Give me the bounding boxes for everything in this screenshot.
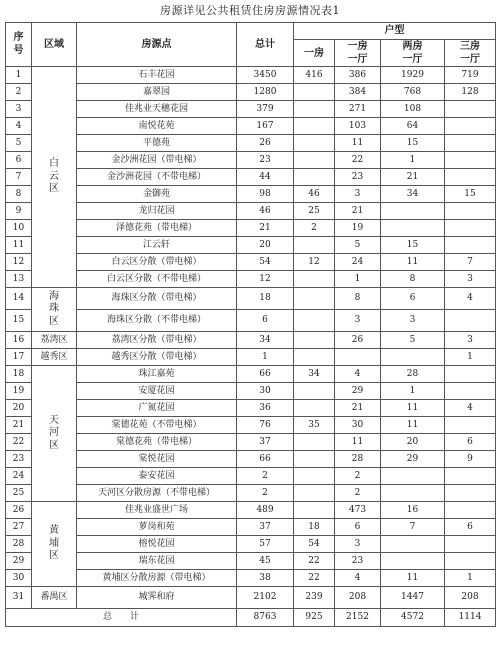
source-name: 泰安花园 bbox=[77, 468, 237, 485]
source-name: 广氮花园 bbox=[77, 400, 237, 417]
table-row bbox=[6, 84, 496, 101]
three-room-one-hall-value bbox=[445, 101, 496, 118]
one-room-value bbox=[294, 383, 335, 400]
one-room-value bbox=[294, 135, 335, 152]
one-room-one-hall-value: 384 bbox=[335, 84, 381, 101]
one-room-one-hall-value: 271 bbox=[335, 101, 381, 118]
one-room-value bbox=[294, 349, 335, 366]
two-room-one-hall-value: 5 bbox=[381, 332, 445, 349]
total-value: 3450 bbox=[237, 67, 294, 84]
one-room-value: 12 bbox=[294, 254, 335, 271]
three-room-one-hall-value: 3 bbox=[445, 271, 496, 288]
totals-one-room: 925 bbox=[294, 609, 335, 627]
total-value: 54 bbox=[237, 254, 294, 271]
source-name: 城霁和府 bbox=[77, 587, 237, 609]
header-type-two-room-one-hall bbox=[381, 40, 445, 67]
three-room-one-hall-value bbox=[445, 220, 496, 237]
header-type-label: 两房一厅 bbox=[402, 41, 423, 65]
totals-total: 8763 bbox=[237, 609, 294, 627]
one-room-one-hall-value: 386 bbox=[335, 67, 381, 84]
one-room-one-hall-value: 1 bbox=[335, 271, 381, 288]
one-room-value bbox=[294, 434, 335, 451]
row-number: 21 bbox=[6, 417, 32, 434]
one-room-value bbox=[294, 152, 335, 169]
three-room-one-hall-value: 4 bbox=[445, 288, 496, 310]
one-room-value bbox=[294, 271, 335, 288]
three-room-one-hall-value bbox=[445, 417, 496, 434]
header-type-three-room-one-hall bbox=[445, 40, 496, 67]
region-cell bbox=[32, 332, 77, 349]
three-room-one-hall-value: 3 bbox=[445, 332, 496, 349]
two-room-one-hall-value: 8 bbox=[381, 271, 445, 288]
three-room-one-hall-value: 719 bbox=[445, 67, 496, 84]
three-room-one-hall-value bbox=[445, 310, 496, 332]
table-row bbox=[6, 536, 496, 553]
two-room-one-hall-value bbox=[381, 203, 445, 220]
region-cell bbox=[32, 67, 77, 288]
one-room-one-hall-value: 19 bbox=[335, 220, 381, 237]
row-number: 25 bbox=[6, 485, 32, 502]
one-room-value bbox=[294, 468, 335, 485]
row-number: 4 bbox=[6, 118, 32, 135]
total-value: 6 bbox=[237, 310, 294, 332]
total-value: 37 bbox=[237, 434, 294, 451]
row-number: 7 bbox=[6, 169, 32, 186]
three-room-one-hall-value: 15 bbox=[445, 186, 496, 203]
one-room-one-hall-value: 3 bbox=[335, 310, 381, 332]
row-number: 29 bbox=[6, 553, 32, 570]
row-number: 8 bbox=[6, 186, 32, 203]
table-row bbox=[6, 135, 496, 152]
two-room-one-hall-value bbox=[381, 536, 445, 553]
one-room-value bbox=[294, 169, 335, 186]
table-row bbox=[6, 332, 496, 349]
one-room-one-hall-value: 5 bbox=[335, 237, 381, 254]
one-room-value: 25 bbox=[294, 203, 335, 220]
source-name: 龙归花园 bbox=[77, 203, 237, 220]
source-name: 佳兆业盛世广场 bbox=[77, 502, 237, 519]
two-room-one-hall-value: 1929 bbox=[381, 67, 445, 84]
one-room-one-hall-value: 208 bbox=[335, 587, 381, 609]
source-name: 天河区分散房源（不带电梯） bbox=[77, 485, 237, 502]
total-value: 34 bbox=[237, 332, 294, 349]
total-value: 26 bbox=[237, 135, 294, 152]
three-room-one-hall-value bbox=[445, 203, 496, 220]
two-room-one-hall-value bbox=[381, 485, 445, 502]
total-value: 76 bbox=[237, 417, 294, 434]
one-room-one-hall-value: 22 bbox=[335, 152, 381, 169]
total-value: 23 bbox=[237, 152, 294, 169]
document-title: 房源详见公共租赁住房房源情况表1 bbox=[160, 4, 340, 17]
one-room-one-hall-value: 21 bbox=[335, 203, 381, 220]
table-row bbox=[6, 519, 496, 536]
two-room-one-hall-value: 3 bbox=[381, 310, 445, 332]
total-value: 379 bbox=[237, 101, 294, 118]
source-name: 海珠区分散（不带电梯） bbox=[77, 310, 237, 332]
one-room-value: 18 bbox=[294, 519, 335, 536]
two-room-one-hall-value: 11 bbox=[381, 400, 445, 417]
one-room-one-hall-value: 26 bbox=[335, 332, 381, 349]
region-cell bbox=[32, 288, 77, 332]
one-room-value: 54 bbox=[294, 536, 335, 553]
source-name: 白云区分散（带电梯） bbox=[77, 254, 237, 271]
table-row bbox=[6, 451, 496, 468]
three-room-one-hall-value: 208 bbox=[445, 587, 496, 609]
header-type-label: 三房一厅 bbox=[460, 41, 480, 65]
two-room-one-hall-value: 768 bbox=[381, 84, 445, 101]
total-value: 46 bbox=[237, 203, 294, 220]
one-room-one-hall-value bbox=[335, 349, 381, 366]
one-room-value: 416 bbox=[294, 67, 335, 84]
table-row bbox=[6, 383, 496, 400]
total-value: 2 bbox=[237, 468, 294, 485]
two-room-one-hall-value: 1447 bbox=[381, 587, 445, 609]
source-name: 金御苑 bbox=[77, 186, 237, 203]
one-room-value bbox=[294, 237, 335, 254]
table-row bbox=[6, 400, 496, 417]
three-room-one-hall-value: 1 bbox=[445, 570, 496, 587]
header-type-label: 一房一厅 bbox=[347, 41, 368, 65]
one-room-one-hall-value: 3 bbox=[335, 186, 381, 203]
table-row bbox=[6, 310, 496, 332]
one-room-value bbox=[294, 84, 335, 101]
one-room-one-hall-value: 24 bbox=[335, 254, 381, 271]
one-room-value: 239 bbox=[294, 587, 335, 609]
one-room-one-hall-value: 103 bbox=[335, 118, 381, 135]
three-room-one-hall-value bbox=[445, 366, 496, 383]
one-room-one-hall-value: 8 bbox=[335, 288, 381, 310]
header-seq bbox=[6, 23, 32, 67]
row-number: 13 bbox=[6, 271, 32, 288]
row-number: 5 bbox=[6, 135, 32, 152]
three-room-one-hall-value: 7 bbox=[445, 254, 496, 271]
two-room-one-hall-value: 34 bbox=[381, 186, 445, 203]
row-number: 1 bbox=[6, 67, 32, 84]
table-row bbox=[6, 349, 496, 366]
source-name: 江云轩 bbox=[77, 237, 237, 254]
row-number: 23 bbox=[6, 451, 32, 468]
one-room-one-hall-value: 28 bbox=[335, 451, 381, 468]
two-room-one-hall-value: 1 bbox=[381, 152, 445, 169]
one-room-one-hall-value: 2 bbox=[335, 468, 381, 485]
two-room-one-hall-value: 64 bbox=[381, 118, 445, 135]
table-row bbox=[6, 502, 496, 519]
two-room-one-hall-value: 108 bbox=[381, 101, 445, 118]
source-name: 佳兆业天穗花园 bbox=[77, 101, 237, 118]
three-room-one-hall-value: 1 bbox=[445, 349, 496, 366]
source-name: 榕悦花园 bbox=[77, 536, 237, 553]
one-room-one-hall-value: 29 bbox=[335, 383, 381, 400]
one-room-value: 22 bbox=[294, 570, 335, 587]
two-room-one-hall-value: 6 bbox=[381, 288, 445, 310]
total-value: 66 bbox=[237, 366, 294, 383]
one-room-one-hall-value: 23 bbox=[335, 169, 381, 186]
row-number: 11 bbox=[6, 237, 32, 254]
row-number: 16 bbox=[6, 332, 32, 349]
row-number: 12 bbox=[6, 254, 32, 271]
one-room-value: 35 bbox=[294, 417, 335, 434]
two-room-one-hall-value: 20 bbox=[381, 434, 445, 451]
source-name: 金沙洲花园（带电梯） bbox=[77, 152, 237, 169]
two-room-one-hall-value: 16 bbox=[381, 502, 445, 519]
three-room-one-hall-value bbox=[445, 135, 496, 152]
one-room-value bbox=[294, 288, 335, 310]
table-row bbox=[6, 417, 496, 434]
two-room-one-hall-value: 15 bbox=[381, 237, 445, 254]
row-number: 14 bbox=[6, 288, 32, 310]
source-name: 萝岗和苑 bbox=[77, 519, 237, 536]
table-row bbox=[6, 468, 496, 485]
two-room-one-hall-value bbox=[381, 349, 445, 366]
region-label: 越秀区 bbox=[40, 351, 68, 362]
total-value: 2 bbox=[237, 485, 294, 502]
source-name: 金沙洲花园（不带电梯） bbox=[77, 169, 237, 186]
total-value: 36 bbox=[237, 400, 294, 417]
total-value: 98 bbox=[237, 186, 294, 203]
three-room-one-hall-value bbox=[445, 237, 496, 254]
region-label: 海珠区 bbox=[49, 290, 59, 327]
three-room-one-hall-value: 9 bbox=[445, 451, 496, 468]
row-number: 26 bbox=[6, 502, 32, 519]
table-row bbox=[6, 366, 496, 383]
total-value: 57 bbox=[237, 536, 294, 553]
two-room-one-hall-value: 21 bbox=[381, 169, 445, 186]
source-name: 荔湾区分散（带电梯） bbox=[77, 332, 237, 349]
header-area: 区域 bbox=[32, 23, 77, 67]
table-row bbox=[6, 254, 496, 271]
row-number: 20 bbox=[6, 400, 32, 417]
row-number: 2 bbox=[6, 84, 32, 101]
totals-three-room-one-hall: 1114 bbox=[445, 609, 496, 627]
two-room-one-hall-value bbox=[381, 468, 445, 485]
total-value: 37 bbox=[237, 519, 294, 536]
table-row bbox=[6, 152, 496, 169]
total-value: 21 bbox=[237, 220, 294, 237]
source-name: 海珠区分散（带电梯） bbox=[77, 288, 237, 310]
total-value: 1280 bbox=[237, 84, 294, 101]
three-room-one-hall-value bbox=[445, 383, 496, 400]
table-row bbox=[6, 587, 496, 609]
one-room-one-hall-value: 3 bbox=[335, 536, 381, 553]
one-room-value bbox=[294, 451, 335, 468]
one-room-one-hall-value: 6 bbox=[335, 519, 381, 536]
three-room-one-hall-value bbox=[445, 169, 496, 186]
header-type-label: 一房 bbox=[304, 47, 324, 59]
header-source: 房源点 bbox=[77, 23, 237, 67]
source-name: 黄埔区分散房源（带电梯） bbox=[77, 570, 237, 587]
one-room-one-hall-value: 2 bbox=[335, 485, 381, 502]
two-room-one-hall-value bbox=[381, 553, 445, 570]
row-number: 3 bbox=[6, 101, 32, 118]
total-value: 44 bbox=[237, 169, 294, 186]
two-room-one-hall-value: 29 bbox=[381, 451, 445, 468]
table-row bbox=[6, 203, 496, 220]
region-cell bbox=[32, 587, 77, 609]
table-row bbox=[6, 434, 496, 451]
region-cell bbox=[32, 502, 77, 587]
source-name: 泽德花苑（带电梯） bbox=[77, 220, 237, 237]
totals-one-room-one-hall: 2152 bbox=[335, 609, 381, 627]
total-value: 66 bbox=[237, 451, 294, 468]
source-name: 白云区分散（不带电梯） bbox=[77, 271, 237, 288]
two-room-one-hall-value: 11 bbox=[381, 254, 445, 271]
table-row bbox=[6, 220, 496, 237]
row-number: 15 bbox=[6, 310, 32, 332]
row-number: 22 bbox=[6, 434, 32, 451]
one-room-value bbox=[294, 310, 335, 332]
total-value: 38 bbox=[237, 570, 294, 587]
region-cell bbox=[32, 349, 77, 366]
one-room-one-hall-value: 4 bbox=[335, 570, 381, 587]
table-row bbox=[6, 118, 496, 135]
one-room-value: 2 bbox=[294, 220, 335, 237]
one-room-one-hall-value: 4 bbox=[335, 366, 381, 383]
total-value: 489 bbox=[237, 502, 294, 519]
two-room-one-hall-value: 7 bbox=[381, 519, 445, 536]
region-label: 番禺区 bbox=[40, 592, 68, 603]
table-row bbox=[6, 570, 496, 587]
region-label: 荔湾区 bbox=[40, 334, 68, 345]
two-room-one-hall-value: 15 bbox=[381, 135, 445, 152]
region-label: 白云区 bbox=[49, 158, 59, 195]
source-name: 石丰花园 bbox=[77, 67, 237, 84]
table-row bbox=[6, 288, 496, 310]
table-row bbox=[6, 553, 496, 570]
table-row bbox=[6, 186, 496, 203]
row-number: 27 bbox=[6, 519, 32, 536]
one-room-value bbox=[294, 400, 335, 417]
three-room-one-hall-value bbox=[445, 485, 496, 502]
three-room-one-hall-value: 128 bbox=[445, 84, 496, 101]
totals-two-room-one-hall: 4572 bbox=[381, 609, 445, 627]
housing-source-table bbox=[5, 22, 496, 627]
two-room-one-hall-value: 11 bbox=[381, 570, 445, 587]
total-value: 18 bbox=[237, 288, 294, 310]
one-room-one-hall-value: 11 bbox=[335, 135, 381, 152]
one-room-value bbox=[294, 502, 335, 519]
row-number: 10 bbox=[6, 220, 32, 237]
table-row bbox=[6, 485, 496, 502]
header-seq-label: 序号 bbox=[13, 32, 24, 56]
region-label: 天河区 bbox=[49, 414, 59, 451]
source-name: 棠悦花园 bbox=[77, 451, 237, 468]
three-room-one-hall-value bbox=[445, 553, 496, 570]
table-row bbox=[6, 67, 496, 84]
table-row bbox=[6, 271, 496, 288]
three-room-one-hall-value bbox=[445, 502, 496, 519]
two-room-one-hall-value: 11 bbox=[381, 417, 445, 434]
two-room-one-hall-value: 28 bbox=[381, 366, 445, 383]
total-value: 167 bbox=[237, 118, 294, 135]
row-number: 28 bbox=[6, 536, 32, 553]
totals-row bbox=[6, 609, 496, 627]
one-room-value bbox=[294, 485, 335, 502]
one-room-value: 22 bbox=[294, 553, 335, 570]
source-name: 平德苑 bbox=[77, 135, 237, 152]
one-room-value: 34 bbox=[294, 366, 335, 383]
one-room-one-hall-value: 21 bbox=[335, 400, 381, 417]
one-room-value bbox=[294, 118, 335, 135]
one-room-value: 46 bbox=[294, 186, 335, 203]
one-room-one-hall-value: 30 bbox=[335, 417, 381, 434]
one-room-value bbox=[294, 332, 335, 349]
row-number: 31 bbox=[6, 587, 32, 609]
row-number: 17 bbox=[6, 349, 32, 366]
source-name: 棠德花苑（带电梯） bbox=[77, 434, 237, 451]
total-value: 1 bbox=[237, 349, 294, 366]
three-room-one-hall-value: 6 bbox=[445, 519, 496, 536]
row-number: 6 bbox=[6, 152, 32, 169]
total-value: 30 bbox=[237, 383, 294, 400]
table-row bbox=[6, 101, 496, 118]
header-type-group: 户型 bbox=[294, 23, 496, 40]
row-number: 9 bbox=[6, 203, 32, 220]
row-number: 24 bbox=[6, 468, 32, 485]
three-room-one-hall-value: 6 bbox=[445, 434, 496, 451]
header-type-one-room bbox=[294, 40, 335, 67]
one-room-one-hall-value: 473 bbox=[335, 502, 381, 519]
region-cell bbox=[32, 366, 77, 502]
one-room-value bbox=[294, 101, 335, 118]
one-room-one-hall-value: 23 bbox=[335, 553, 381, 570]
three-room-one-hall-value bbox=[445, 536, 496, 553]
source-name: 珠江嘉苑 bbox=[77, 366, 237, 383]
totals-label: 总 计 bbox=[6, 609, 237, 627]
total-value: 20 bbox=[237, 237, 294, 254]
two-room-one-hall-value bbox=[381, 220, 445, 237]
total-value: 45 bbox=[237, 553, 294, 570]
header-type-one-room-one-hall bbox=[335, 40, 381, 67]
three-room-one-hall-value bbox=[445, 468, 496, 485]
total-value: 2102 bbox=[237, 587, 294, 609]
source-name: 瑞东花园 bbox=[77, 553, 237, 570]
total-value: 12 bbox=[237, 271, 294, 288]
three-room-one-hall-value bbox=[445, 152, 496, 169]
three-room-one-hall-value bbox=[445, 118, 496, 135]
two-room-one-hall-value: 1 bbox=[381, 383, 445, 400]
source-name: 棠德花苑（不带电梯） bbox=[77, 417, 237, 434]
source-name: 越秀区分散（带电梯） bbox=[77, 349, 237, 366]
region-label: 黄埔区 bbox=[49, 525, 59, 562]
table-row bbox=[6, 237, 496, 254]
source-name: 嘉翠园 bbox=[77, 84, 237, 101]
header-total: 总计 bbox=[237, 23, 294, 67]
row-number: 30 bbox=[6, 570, 32, 587]
source-name: 安厦花园 bbox=[77, 383, 237, 400]
source-name: 南悦花苑 bbox=[77, 118, 237, 135]
row-number: 18 bbox=[6, 366, 32, 383]
table-row bbox=[6, 169, 496, 186]
one-room-one-hall-value: 11 bbox=[335, 434, 381, 451]
three-room-one-hall-value: 4 bbox=[445, 400, 496, 417]
row-number: 19 bbox=[6, 383, 32, 400]
header-row bbox=[6, 23, 496, 40]
